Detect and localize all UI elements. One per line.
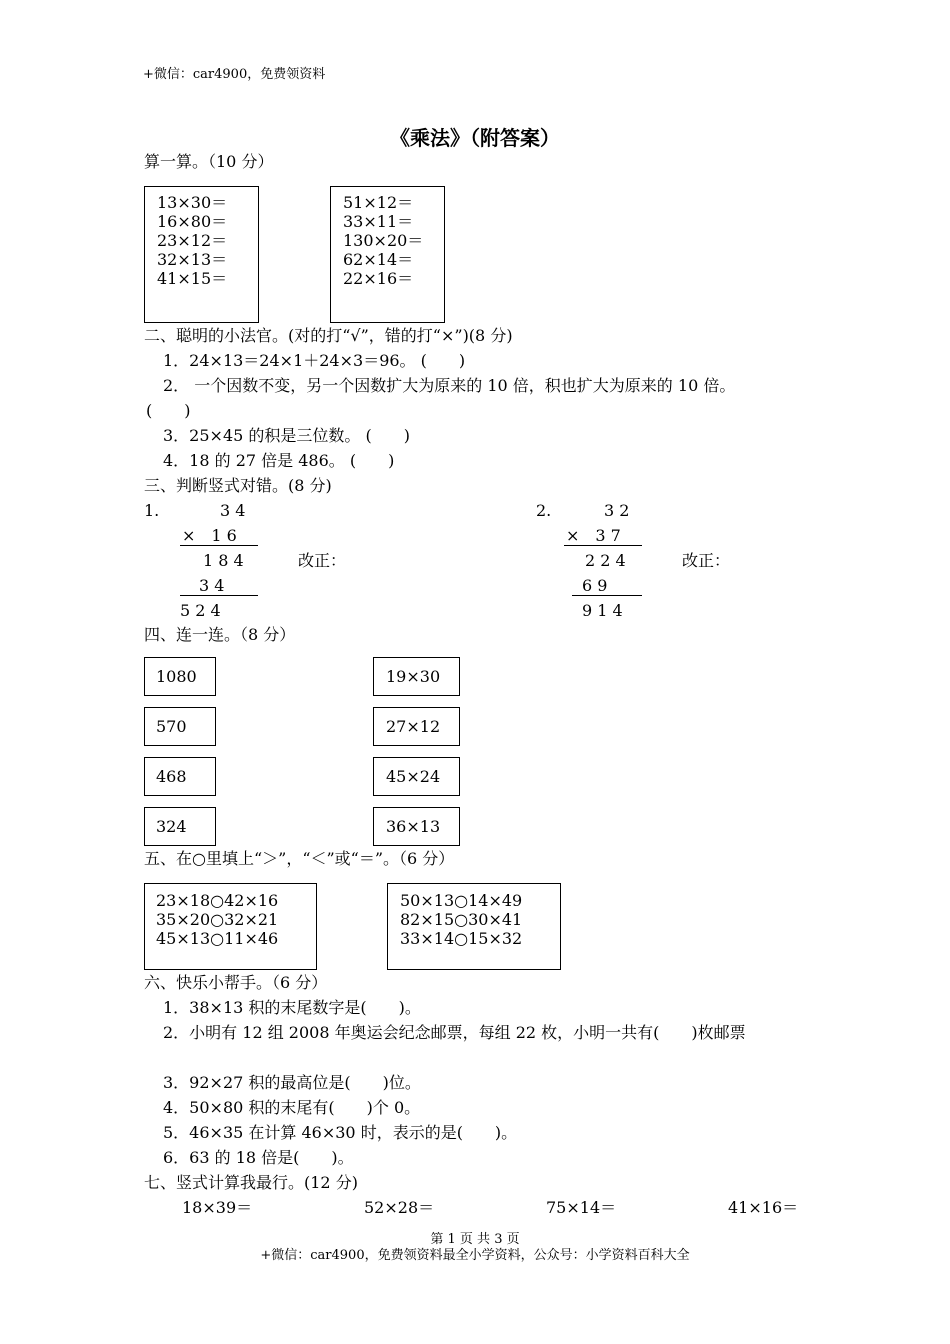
problem2-result: 9 1 4 xyxy=(582,601,623,620)
section2-q1: 1．24×13＝24×1＋24×3＝96。 ( ) xyxy=(163,351,466,370)
compare-expr: 50×13○14×49 xyxy=(400,891,523,910)
problem1-number: 1. xyxy=(144,501,160,520)
section2-q2-answer: ( ) xyxy=(146,401,191,420)
expr: 62×14＝ xyxy=(343,250,414,269)
problem2-rule xyxy=(564,545,642,546)
problem2-partial1: 2 2 4 xyxy=(585,551,626,570)
match-right-box xyxy=(373,707,460,746)
expr: 32×13＝ xyxy=(157,250,228,269)
expr: 51×12＝ xyxy=(343,193,414,212)
problem1-partial2: 3 4 xyxy=(199,576,225,595)
section6-q5: 5．46×35 在计算 46×30 时，表示的是( )。 xyxy=(163,1123,518,1142)
section1-left-box xyxy=(144,186,259,323)
section1-heading: 算一算。（10 分） xyxy=(144,152,274,171)
compare-right-box xyxy=(387,883,561,970)
expr: 13×30＝ xyxy=(157,193,228,212)
section4-heading: 四、连一连。（8 分） xyxy=(144,625,296,644)
match-right-value: 27×12 xyxy=(386,717,441,736)
compare-expr: 23×18○42×16 xyxy=(156,891,279,910)
match-right-box xyxy=(373,807,460,846)
section2-q2: 2． 一个因数不变，另一个因数扩大为原来的 10 倍，积也扩大为原来的 10 倍。 xyxy=(163,376,736,395)
section6-q6: 6．63 的 18 倍是( )。 xyxy=(163,1148,354,1167)
calc-item: 75×14＝ xyxy=(546,1198,617,1217)
compare-expr: 45×13○11×46 xyxy=(156,929,279,948)
calc-item: 52×28＝ xyxy=(364,1198,435,1217)
match-right-box xyxy=(373,657,460,696)
problem1-correct-label: 改正： xyxy=(298,551,347,570)
section6-heading: 六、快乐小帮手。（6 分） xyxy=(144,973,328,992)
match-left-value: 324 xyxy=(156,817,187,836)
match-left-box xyxy=(144,807,216,846)
match-left-value: 468 xyxy=(156,767,187,786)
problem1-result: 5 2 4 xyxy=(180,601,221,620)
problem2-number: 2. xyxy=(536,501,552,520)
match-left-value: 1080 xyxy=(156,667,197,686)
section5-heading: 五、在○里填上“＞”，“＜”或“＝”。（6 分） xyxy=(144,849,455,868)
match-right-box xyxy=(373,757,460,796)
expr: 41×15＝ xyxy=(157,269,228,288)
calc-item: 41×16＝ xyxy=(728,1198,799,1217)
match-right-value: 19×30 xyxy=(386,667,441,686)
problem1-rule xyxy=(180,545,258,546)
problem2-partial2: 6 9 xyxy=(582,576,608,595)
section2-q4: 4．18 的 27 倍是 486。 ( ) xyxy=(163,451,395,470)
problem1-top: 3 4 xyxy=(220,501,246,520)
section2-heading: 二、聪明的小法官。(对的打“√”，错的打“×”)(8 分) xyxy=(144,326,513,345)
page-title: 《乘法》（附答案） xyxy=(390,126,560,150)
compare-expr: 82×15○30×41 xyxy=(400,910,523,929)
footer-watermark: +微信：car4900，免费领资料最全小学资料，公众号：小学资料百科大全 xyxy=(260,1248,690,1263)
calc-item: 18×39＝ xyxy=(182,1198,253,1217)
section6-q4: 4．50×80 积的末尾有( )个 0。 xyxy=(163,1098,421,1117)
problem1-rule2 xyxy=(180,595,258,596)
header-watermark: +微信：car4900，免费领资料 xyxy=(143,67,326,82)
compare-expr: 35×20○32×21 xyxy=(156,910,279,929)
compare-expr: 33×14○15×32 xyxy=(400,929,523,948)
match-right-value: 45×24 xyxy=(386,767,441,786)
expr: 22×16＝ xyxy=(343,269,414,288)
match-left-box xyxy=(144,757,216,796)
expr: 23×12＝ xyxy=(157,231,228,250)
match-left-value: 570 xyxy=(156,717,187,736)
expr: 130×20＝ xyxy=(343,231,424,250)
section3-heading: 三、判断竖式对错。(8 分) xyxy=(144,476,332,495)
problem2-top: 3 2 xyxy=(604,501,630,520)
section2-q3: 3．25×45 的积是三位数。 ( ) xyxy=(163,426,410,445)
section6-q1: 1．38×13 积的末尾数字是( )。 xyxy=(163,998,421,1017)
page-number: 第 1 页 共 3 页 xyxy=(430,1232,520,1247)
expr: 16×80＝ xyxy=(157,212,228,231)
problem2-rule2 xyxy=(572,595,642,596)
match-right-value: 36×13 xyxy=(386,817,441,836)
problem2-multiplier: × 3 7 xyxy=(566,526,621,545)
section6-q2: 2．小明有 12 组 2008 年奥运会纪念邮票，每组 22 枚，小明一共有( )枚邮票 xyxy=(163,1023,746,1042)
match-left-box xyxy=(144,707,216,746)
section6-q3: 3．92×27 积的最高位是( )位。 xyxy=(163,1073,421,1092)
section1-right-box xyxy=(330,186,445,323)
problem1-partial1: 1 8 4 xyxy=(203,551,244,570)
section7-heading: 七、竖式计算我最行。(12 分) xyxy=(144,1173,358,1192)
expr: 33×11＝ xyxy=(343,212,414,231)
problem2-correct-label: 改正： xyxy=(682,551,731,570)
problem1-multiplier: × 1 6 xyxy=(182,526,237,545)
compare-left-box xyxy=(144,883,317,970)
match-left-box xyxy=(144,657,216,696)
